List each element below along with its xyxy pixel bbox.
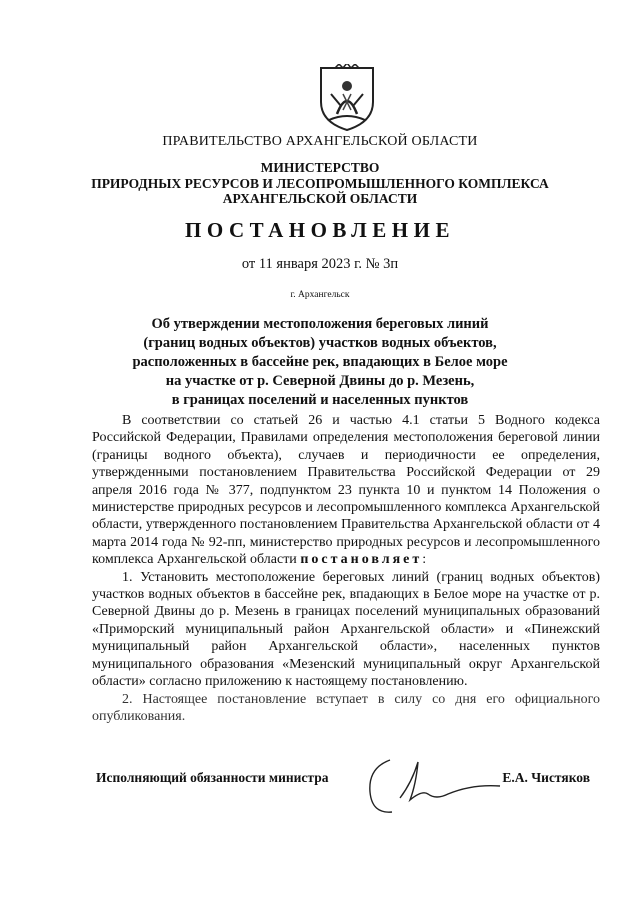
signature-block — [96, 762, 608, 822]
decree-word: постановляет — [300, 552, 423, 568]
signatory-position: Исполняющий обязанности министра — [96, 770, 329, 785]
document-body — [92, 412, 600, 725]
ministry-line: МИНИСТЕРСТВО — [260, 160, 380, 175]
document-date-number: от 11 января 2023 г. № 3п — [241, 256, 399, 272]
ministry-name — [0, 160, 640, 207]
decree-colon: : — [422, 552, 427, 568]
signatory-name: Е.А. Чистяков — [502, 770, 590, 785]
document-city: г. Архангельск — [290, 290, 350, 300]
handwritten-signature — [362, 754, 502, 818]
preamble-text: В соответствии со статьей 26 и частью 4.1 статьи 5 Водного кодекса Российской Федерации, Правилами определения местоположения береговой линии (границы водного объекта), случаев и периодичности ее определения, утвержденными постановлением Правительства Российской Федерации от 29 апреля 2016 года № 377, подпунктом 23 пункта 10 и пунктом 14 Положения о министерстве природных ресурсов и лесопромышленного комплекса Архангельской области, утвержденного постановлением Правительства Архангельской области от 4 марта 2014 года № 92-пп, министерство природных ресурсов и лесопромышленного комплекса Архангельской области — [92, 413, 600, 568]
government-name: ПРАВИТЕЛЬСТВО АРХАНГЕЛЬСКОЙ ОБЛАСТИ — [162, 134, 478, 149]
title-line: (границ водных объектов) участков водных объектов, — [143, 335, 497, 351]
title-line: на участке от р. Северной Двины до р. Мезень, — [165, 373, 475, 389]
ministry-line: ПРИРОДНЫХ РЕСУРСОВ И ЛЕСОПРОМЫШЛЕННОГО КОМПЛЕКСА — [91, 175, 549, 191]
point-2: 2. Настоящее постановление вступает в силу со дня его официального опубликования. — [92, 691, 600, 724]
title-line: в границах поселений и населенных пунктов — [171, 392, 469, 408]
document-title — [0, 315, 640, 410]
point-1: 1. Установить местоположение береговых линий (границ водных объектов) участков водных объектов в бассейне рек, впадающих в Белое море на участке от р. Северной Двины до р. Мезень в границах поселений муниципальных образований «Приморский муниципальный район Архангельской области» и «Пинежский муниципальный район Архангельской области», населенных пунктов муниципального образования «Мезенский муниципальный округ Архангельской области» согласно приложению к настоящему постановлению. — [92, 569, 600, 690]
document-type: ПОСТАНОВЛЕНИЕ — [185, 218, 455, 242]
title-line: расположенных в бассейне рек, впадающих в Белое море — [132, 354, 508, 370]
ministry-line: АРХАНГЕЛЬСКОЙ ОБЛАСТИ — [222, 191, 418, 206]
preamble-paragraph — [92, 412, 600, 569]
title-line: Об утверждении местоположения береговых линий — [151, 316, 489, 332]
coat-of-arms-icon — [317, 64, 377, 132]
